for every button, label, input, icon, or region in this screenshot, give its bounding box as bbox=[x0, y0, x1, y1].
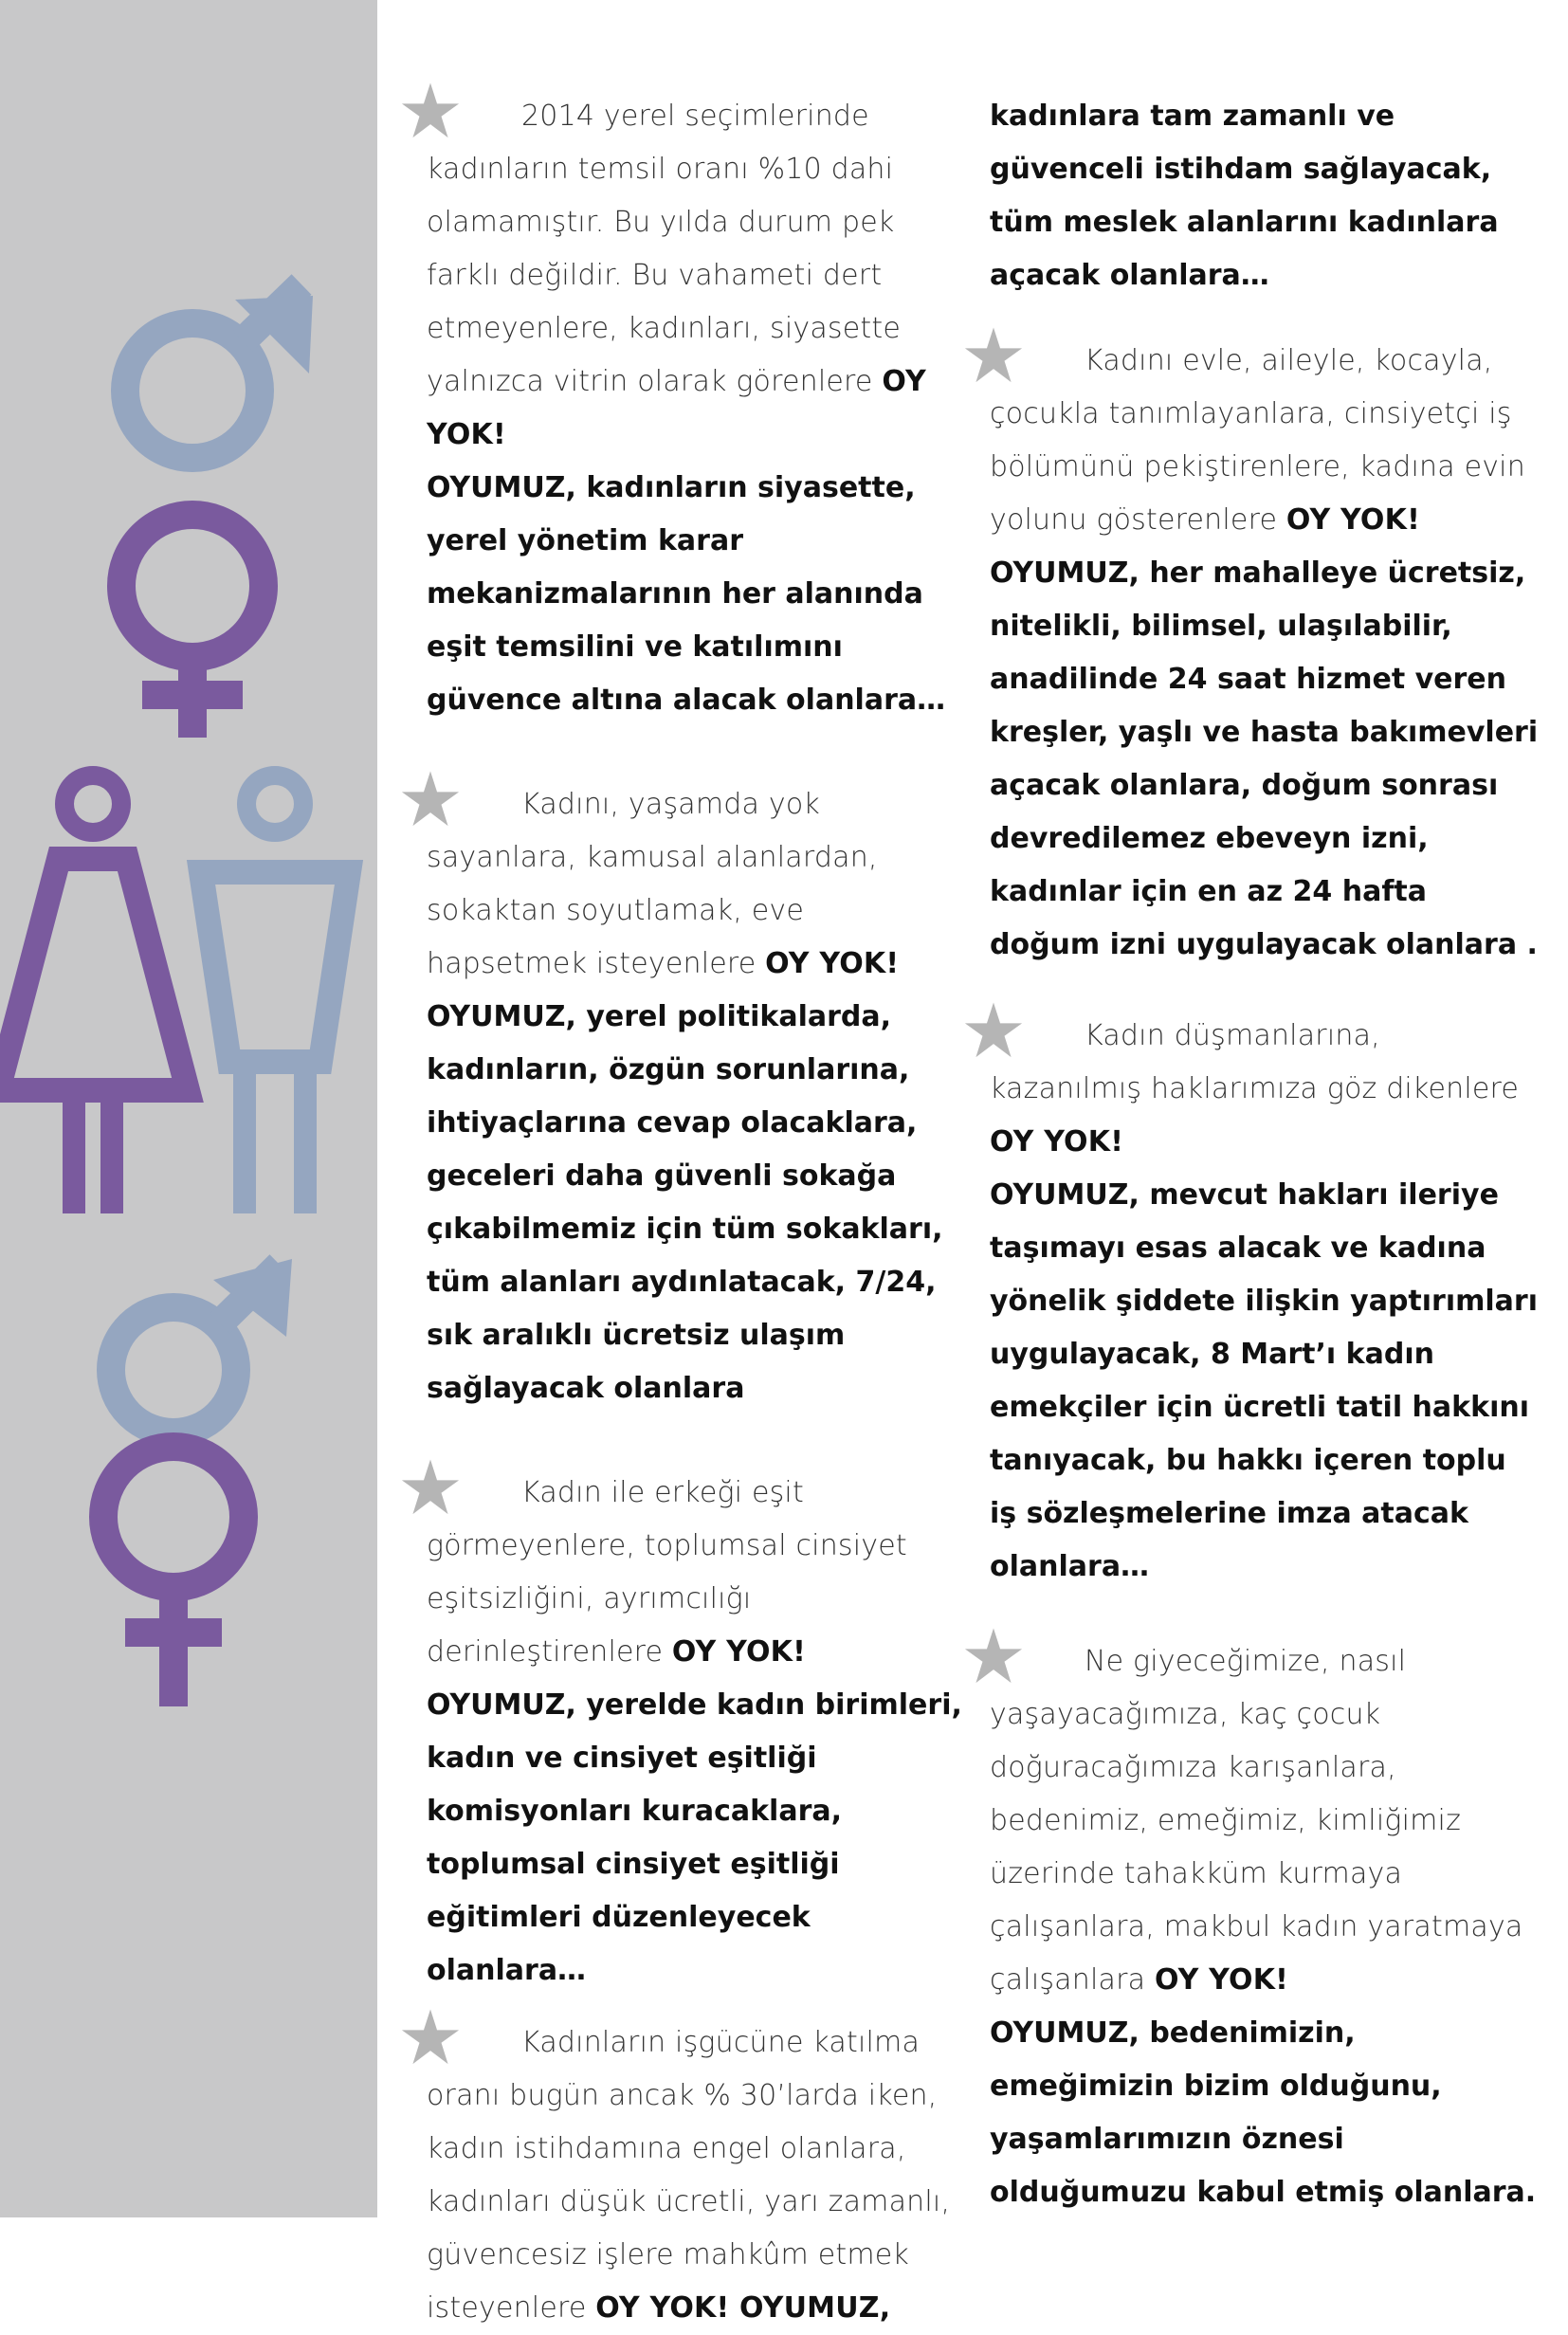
paragraph-representation bbox=[427, 90, 967, 727]
oyumuz-text: OYUMUZ, kadınların siyasette, yerel yönetim karar mekanizmalarının her alanında eşit temsilini ve katılımını güvence altına alacak olanlara… bbox=[427, 471, 946, 717]
oyumuz-text: OYUMUZ, yerel politikalarda, kadınların, özgün sorunlarına, ihtiyaçlarına cevap olacaklara, geceleri daha güvenli sokağa çıkabilmemiz için tüm sokakları, tüm alanları aydınlatacak, 7/24, sık aralıklı ücretsiz ulaşım sağlayacak olanlara bbox=[427, 1000, 943, 1405]
oyumuz-text: OYUMUZ, her mahalleye ücretsiz, nitelikli, bilimsel, ulaşılabilir, anadilinde 24 saat hizmet veren kreşler, yaşlı ve hasta bakımevleri açacak olanlara, doğum sonrası devredilemez ebeveyn izni, kadınlar için en az 24 hafta doğum izni uygulayacak olanlara . bbox=[990, 556, 1539, 961]
paragraph-employment bbox=[427, 2016, 967, 2335]
oy-yok-label: OY YOK! bbox=[990, 1125, 1124, 1158]
star-icon bbox=[963, 1626, 1024, 1687]
paragraph-care-services bbox=[990, 335, 1540, 972]
paragraph-body-autonomy bbox=[990, 1635, 1540, 2219]
star-icon bbox=[963, 325, 1024, 386]
man-figure-icon bbox=[201, 775, 349, 1213]
right-text-column bbox=[990, 90, 1540, 2219]
oy-yok-label: OY YOK! bbox=[671, 1635, 807, 1669]
oyumuz-text: OYUMUZ, yerelde kadın birimleri, kadın ve cinsiyet eşitliği komisyonları kuracaklara, toplumsal cinsiyet eşitliği eğitimleri düzenleyecek olanlara… bbox=[427, 1688, 962, 1987]
oy-yok-label: OY YOK! bbox=[1154, 1963, 1289, 1997]
paragraph-lead: 2014 yerel seçimlerinde kadınların temsil oranı %10 dahi olamamıştır. Bu yılda durum pek farklı değildir. Bu vahameti dert etmeyenlere, kadınları, siyasette yalnızca vitrin olarak görenlere bbox=[427, 100, 901, 398]
female-symbol-icon bbox=[103, 1447, 244, 1706]
star-icon bbox=[963, 1000, 1024, 1061]
paragraph-public-space bbox=[427, 778, 967, 1415]
paragraph-lead: Ne giyeceğimize, nasıl yaşayacağımıza, kaç çocuk doğuracağımıza karışanlara, bedenimiz, emeğimiz, kimliğimiz üzerinde tahakküm kurmaya çalışanlara, makbul kadın yaratmaya çalışanlara bbox=[990, 1645, 1523, 1997]
paragraph-lead: Kadını evle, aileyle, kocayla, çocukla tanımlayanlara, cinsiyetçi iş bölümünü pekiştirenlere, kadına evin yolunu gösterenlere bbox=[990, 344, 1525, 537]
woman-figure-icon bbox=[0, 775, 188, 1213]
sidebar bbox=[0, 0, 377, 2217]
paragraph-employment-continued bbox=[990, 90, 1540, 302]
star-icon bbox=[400, 2007, 461, 2068]
oy-yok-label: OY YOK! OYUMUZ, bbox=[595, 2291, 891, 2325]
left-text-column bbox=[427, 90, 967, 2335]
gender-symbols-art bbox=[0, 0, 377, 2217]
oy-yok-label: OY YOK! bbox=[427, 365, 926, 451]
star-icon bbox=[400, 1457, 461, 1518]
paragraph-lead: Kadın ile erkeği eşit görmeyenlere, toplumsal cinsiyet eşitsizliğini, ayrımcılığı derinleştirenlere bbox=[427, 1476, 907, 1669]
female-symbol-icon bbox=[121, 515, 264, 738]
paragraph-lead: Kadınların işgücüne katılma oranı bugün ancak % 30’larda iken, kadın istihdamına engel olanlara, kadınları düşük ücretli, yarı zamanlı, güvencesiz işlere mahkûm etmek isteyenlere bbox=[427, 2026, 951, 2325]
paragraph-rights bbox=[990, 1010, 1540, 1594]
paragraph-lead: Kadın düşmanlarına, kazanılmış haklarımıza göz dikenlere bbox=[990, 1019, 1520, 1105]
star-icon bbox=[400, 81, 461, 141]
paragraph-lead: Kadını, yaşamda yok sayanlara, kamusal alanlardan, sokaktan soyutlamak, eve hapsetmek isteyenlere bbox=[427, 788, 878, 980]
oyumuz-text: OYUMUZ, mevcut hakları ileriye taşımayı esas alacak ve kadına yönelik şiddete ilişkin yaptırımları uygulayacak, 8 Mart’ı kadın emekçiler için ücretli tatil hakkını tanıyacak, bu hakkı içeren toplu iş sözleşmelerine imza atacak olanlara… bbox=[990, 1178, 1538, 1583]
star-icon bbox=[400, 769, 461, 830]
oyumuz-text: OYUMUZ, bedenimizin, emeğimizin bizim olduğunu, yaşamlarımızın öznesi olduğumuzu kabul etmiş olanlara. bbox=[990, 2016, 1537, 2209]
oy-yok-label: OY YOK! bbox=[765, 947, 900, 980]
continuation-text: kadınlara tam zamanlı ve güvenceli istihdam sağlayacak, tüm meslek alanlarını kadınlara açacak olanlara… bbox=[990, 100, 1499, 292]
paragraph-equality bbox=[427, 1467, 967, 1998]
oy-yok-label: OY YOK! bbox=[1285, 503, 1420, 537]
